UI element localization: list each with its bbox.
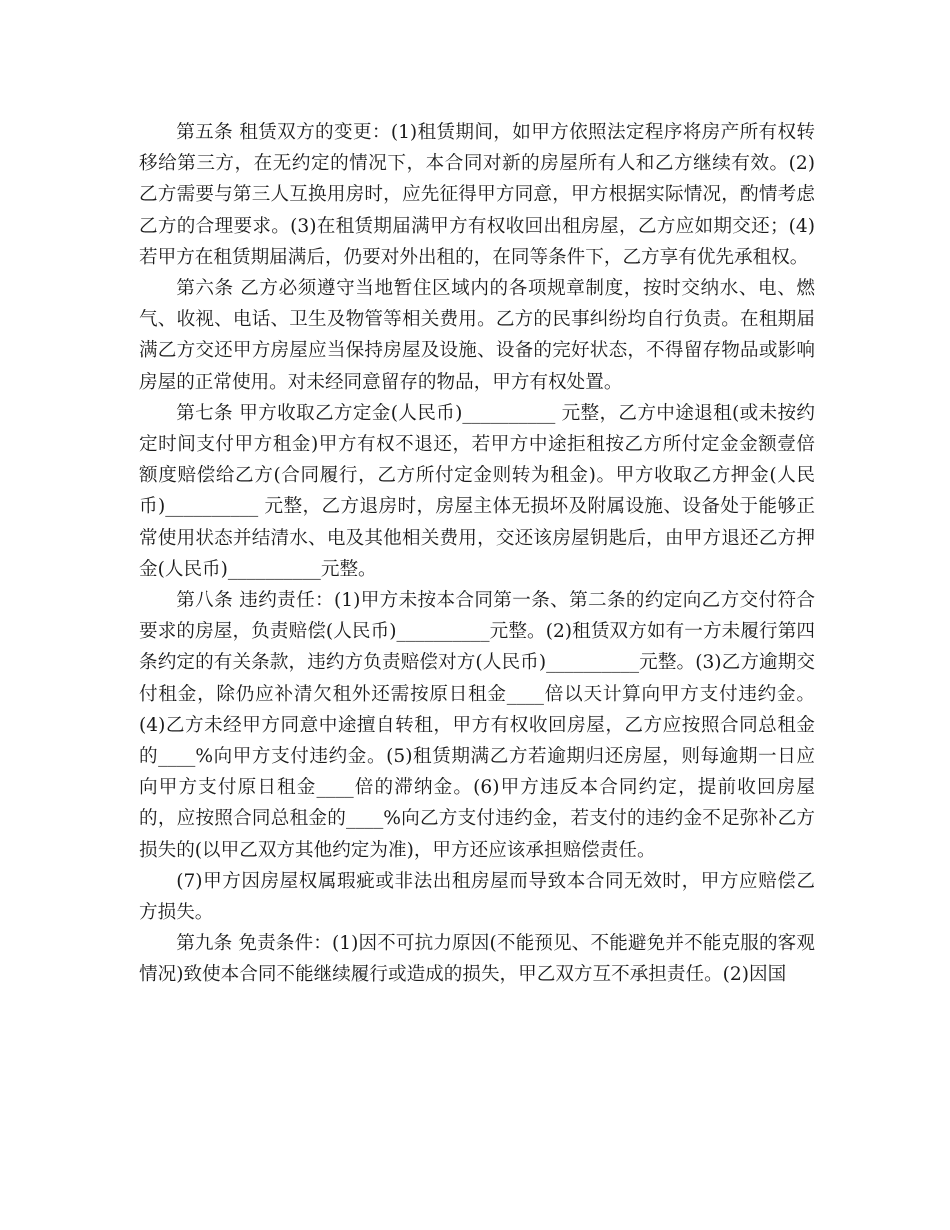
article-8-paragraph: 第八条 违约责任：(1)甲方未按本合同第一条、第二条的约定向乙方交付符合要求的房屋，负责赔偿(人民币)__________元整。(2)租赁双方如有一方未履行第四条约定的有关条款，违约方负责赔偿对方(人民币)__________元整。(3)乙方逾期交付租金，除仍应补清欠租外还需按原日租金____倍以天计算向甲方支付违约金。(4)乙方未经甲方同意中途擅自转租，甲方有权收回房屋，乙方应按照合同总租金的____%向甲方支付违约金。(5)租赁期满乙方若逾期归还房屋，则每逾期一日应向甲方支付原日租金____倍的滞纳金。(6)甲方违反本合同约定，提前收回房屋的，应按照合同总租金的____%向乙方支付违约金，若支付的违约金不足弥补乙方损失的(以甲乙双方其他约定为准)，甲方还应该承担赔偿责任。 xyxy=(139,590,815,861)
article-9-paragraph: 第九条 免责条件：(1)因不可抗力原因(不能预见、不能避免并不能克服的客观情况)致使本合同不能继续履行或造成的损失，甲乙双方互不承担责任。(2)因国 xyxy=(139,933,815,986)
article-8-item-7-paragraph: (7)甲方因房屋权属瑕疵或非法出租房屋而导致本合同无效时，甲方应赔偿乙方损失。 xyxy=(139,870,815,924)
article-5-paragraph: 第五条 租赁双方的变更：(1)租赁期间，如甲方依照法定程序将房产所有权转移给第三方，在无约定的情况下，本合同对新的房屋所有人和乙方继续有效。(2)乙方需要与第三人互换用房时，应先征得甲方同意，甲方根据实际情况，酌情考虑乙方的合理要求。(3)在租赁期届满甲方有权收回出租房屋，乙方应如期交还；(4)若甲方在租赁期届满后，仍要对外出租的，在同等条件下，乙方享有优先承租权。 xyxy=(139,122,815,268)
article-7-paragraph: 第七条 甲方收取乙方定金(人民币)__________ 元整，乙方中途退租(或未按约定时间支付甲方租金)甲方有权不退还，若甲方中途拒租按乙方所付定金金额壹倍额度赔偿给乙方(合同履行，乙方所付定金则转为租金)。甲方收取乙方押金(人民币)__________ 元整，乙方退房时，房屋主体无损坏及附属设施、设备处于能够正常使用状态并结清水、电及其他相关费用，交还该房屋钥匙后，由甲方退还乙方押金(人民币)__________元整。 xyxy=(139,402,815,580)
document-body xyxy=(139,117,815,991)
article-6-paragraph: 第六条 乙方必须遵守当地暂住区域内的各项规章制度，按时交纳水、电、燃气、收视、电话、卫生及物管等相关费用。乙方的民事纠纷均自行负责。在租期届满乙方交还甲方房屋应当保持房屋及设施、设备的完好状态，不得留存物品或影响房屋的正常使用。对未经同意留存的物品，甲方有权处置。 xyxy=(139,278,815,393)
